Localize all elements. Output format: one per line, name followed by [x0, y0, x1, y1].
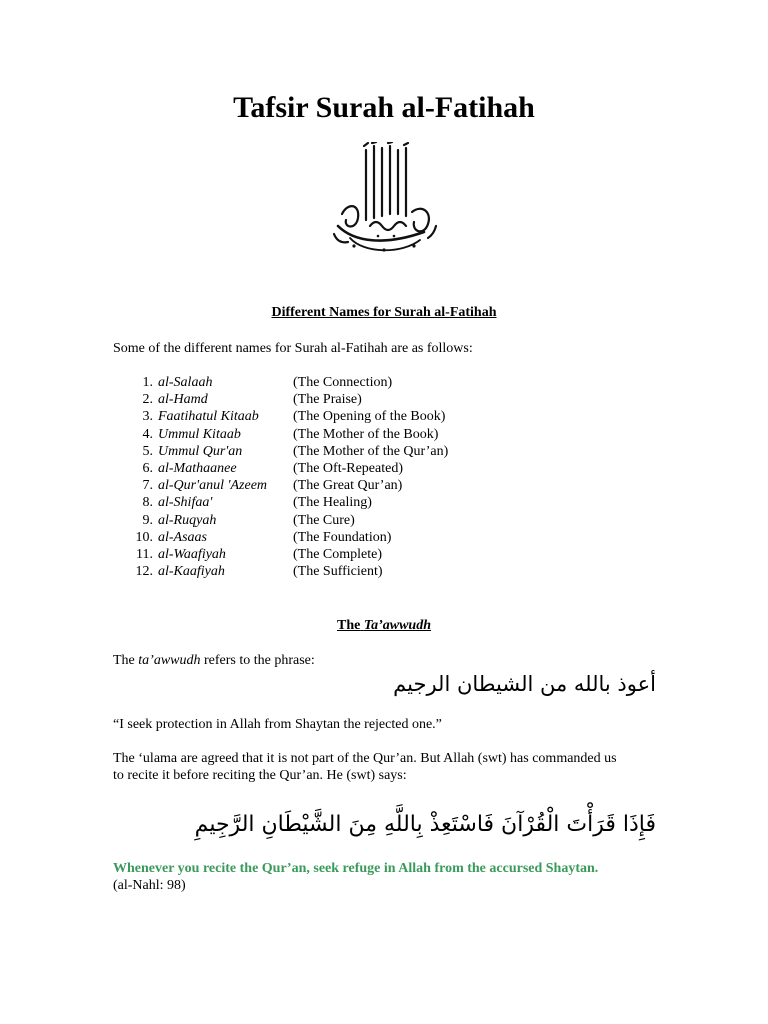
list-item-number: 3.: [142, 409, 153, 425]
list-item-name: al-Asaas: [158, 529, 207, 545]
list-item: [113, 512, 513, 529]
list-item-number: 6.: [142, 460, 153, 476]
tawwudh-heading-prefix: The: [336, 618, 361, 633]
list-item-number: 4.: [142, 426, 153, 442]
list-item-name: al-Hamd: [158, 392, 208, 408]
names-intro: Some of the different names for Surah al-Fatihah are as follows:: [113, 341, 473, 356]
names-list: [113, 374, 513, 580]
list-item-meaning: (The Connection): [293, 375, 393, 390]
tawwudh-intro-prefix: The: [113, 653, 135, 668]
list-item-name: al-Shifaa': [158, 495, 213, 511]
tawwudh-heading-italic: Ta’awwudh: [363, 618, 432, 633]
list-item-number: 12.: [135, 564, 153, 580]
list-item-meaning: (The Mother of the Qur’an): [293, 443, 449, 459]
tawwudh-intro-italic: ta’awwudh: [138, 653, 201, 668]
ulama-line-2: to recite it before reciting the Qur’an. He (swt) says:: [113, 768, 407, 783]
verse-arabic: فَإِذَا قَرَأْتَ الْقُرْآنَ فَاسْتَعِذْ بِاللَّهِ مِنَ الشَّيْطَانِ الرَّجِيمِ: [194, 812, 656, 837]
list-item-name: Faatihatul Kitaab: [158, 409, 259, 425]
list-item-name: Ummul Qur'an: [158, 443, 243, 459]
tawwudh-arabic-phrase: أعوذ بالله من الشيطان الرجيم: [393, 672, 656, 696]
list-item-meaning: (The Cure): [293, 512, 355, 528]
list-item: [113, 391, 513, 408]
list-item-name: al-Qur'anul 'Azeem: [158, 478, 268, 494]
list-item-meaning: (The Foundation): [293, 529, 392, 545]
tawwudh-intro-suffix: refers to the phrase:: [204, 653, 315, 668]
list-item-meaning: (The Healing): [293, 495, 372, 511]
list-item-number: 11.: [136, 546, 153, 562]
list-item-meaning: (The Opening of the Book): [293, 409, 446, 425]
list-item: [113, 529, 513, 546]
list-item-number: 8.: [142, 495, 153, 511]
list-item-number: 5.: [142, 443, 153, 459]
page-title: Tafsir Surah al-Fatihah: [233, 91, 535, 124]
list-item-number: 10.: [135, 529, 153, 545]
list-item: [113, 563, 513, 580]
list-item: [113, 408, 513, 425]
list-item: [113, 477, 513, 494]
verse-reference: (al-Nahl: 98): [113, 878, 186, 893]
list-item-name: al-Ruqyah: [158, 512, 217, 528]
tawwudh-translation: “I seek protection in Allah from Shaytan the rejected one.”: [113, 717, 442, 732]
list-item: [113, 374, 513, 391]
list-item-meaning: (The Praise): [293, 392, 362, 408]
list-item-name: al-Waafiyah: [158, 546, 226, 562]
list-item-name: al-Salaah: [158, 375, 213, 390]
list-item-meaning: (The Great Qur’an): [293, 478, 403, 494]
list-item: [113, 443, 513, 460]
tawwudh-section-heading: [0, 617, 768, 635]
list-item-name: Ummul Kitaab: [158, 426, 241, 442]
verse-translation: Whenever you recite the Qur’an, seek refuge in Allah from the accursed Shaytan.: [113, 861, 599, 876]
bismillah-calligraphy: [324, 142, 444, 258]
list-item-number: 2.: [142, 392, 153, 408]
list-item: [113, 460, 513, 477]
list-item-meaning: (The Sufficient): [293, 564, 383, 580]
ulama-line-1: The ‘ulama are agreed that it is not part of the Qur’an. But Allah (swt) has commanded us: [113, 751, 617, 766]
list-item-number: 7.: [142, 478, 153, 494]
list-item-meaning: (The Oft-Repeated): [293, 460, 403, 476]
tawwudh-intro: [113, 652, 673, 669]
list-item-number: 1.: [142, 375, 153, 390]
list-item-name: al-Mathaanee: [158, 460, 237, 476]
list-item-meaning: (The Mother of the Book): [293, 426, 439, 442]
list-item: [113, 546, 513, 563]
list-item-name: al-Kaafiyah: [158, 564, 225, 580]
list-item-meaning: (The Complete): [293, 546, 383, 562]
list-item: [113, 494, 513, 511]
list-item: [113, 426, 513, 443]
list-item-number: 9.: [142, 512, 153, 528]
names-section-heading: Different Names for Surah al-Fatihah: [271, 305, 497, 320]
